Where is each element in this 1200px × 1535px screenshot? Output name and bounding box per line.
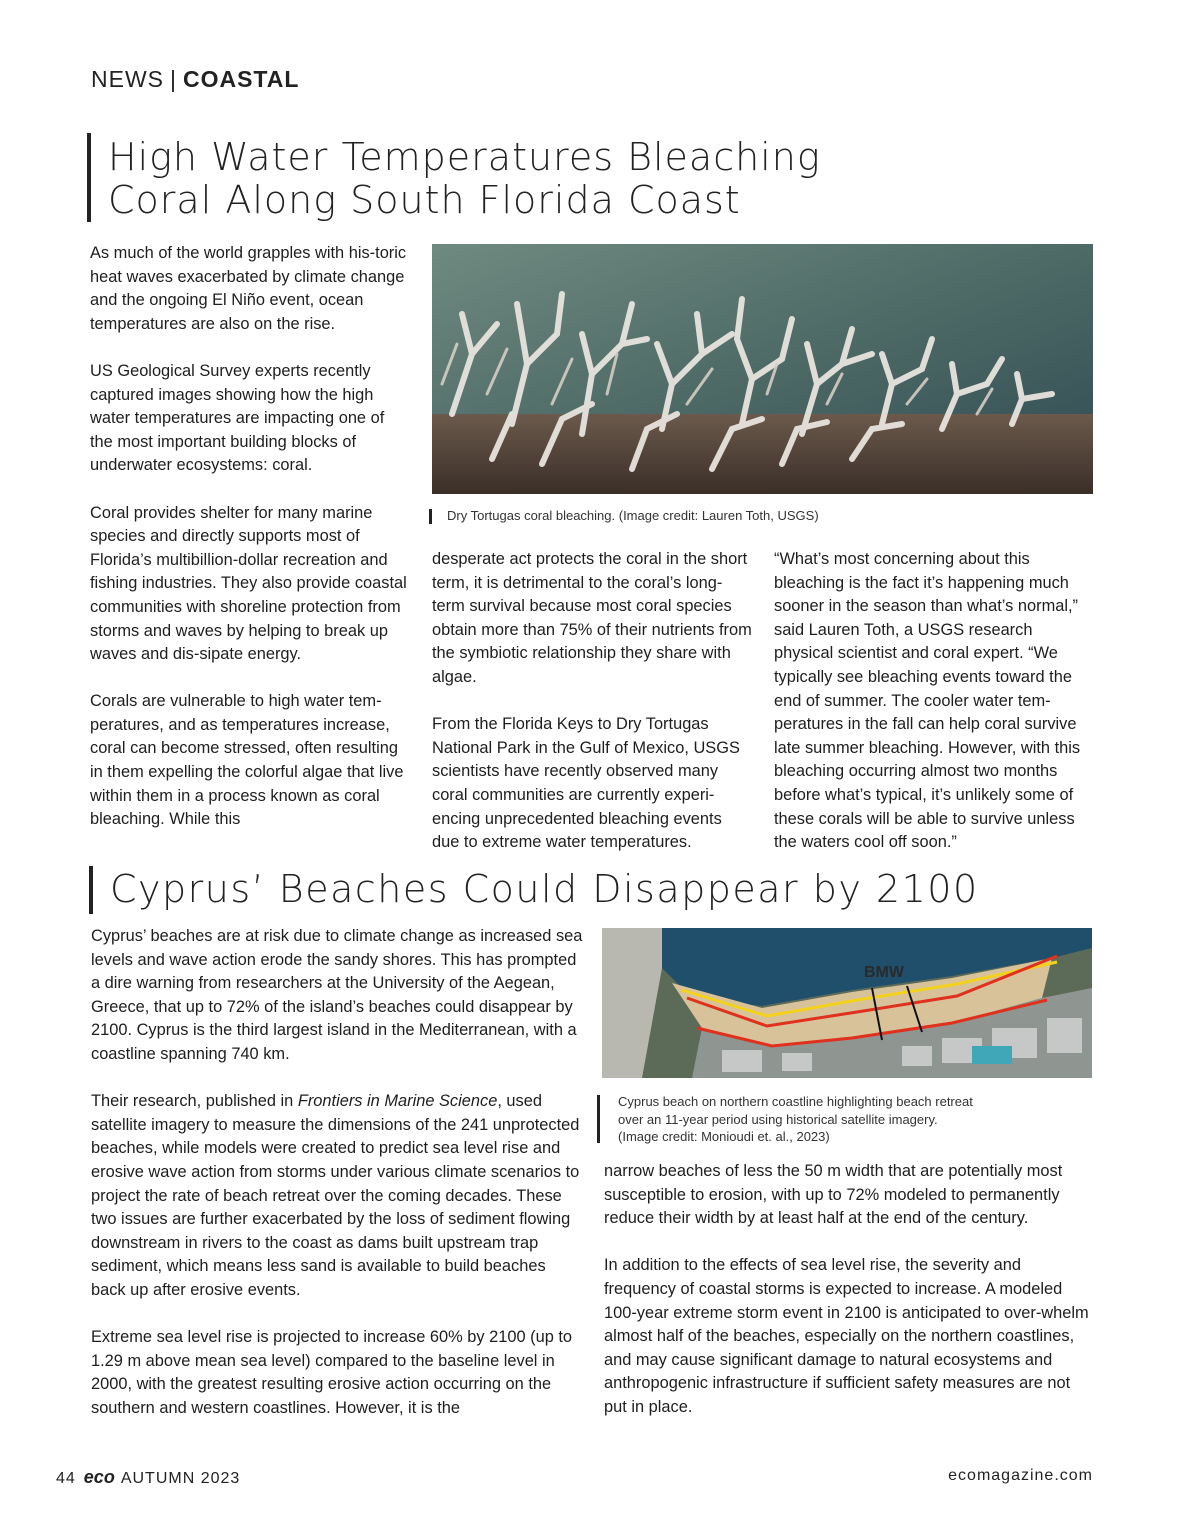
paragraph: Cyprus’ beaches are at risk due to climate change as increased sea levels and wave action erode the sandy shores. This has prompted a dire warning from researchers at the University of the Aegean, Greece, that up to 72% of the island’s beaches could disappear by 2100. Cyprus is the third largest island in the Mediterranean, with a coastline spanning 740 km. xyxy=(91,927,583,1063)
paragraph: narrow beaches of less the 50 m width that are potentially most susceptible to erosion, with up to 72% modeled to permanently reduce their width by at least half at the end of the century. xyxy=(604,1162,1063,1228)
map-label: BMW xyxy=(864,964,904,981)
page-footer-left xyxy=(56,1467,240,1488)
article1-title-line1: High Water Temperatures Bleaching xyxy=(108,135,821,179)
section-category: COASTAL xyxy=(182,66,300,92)
paragraph: In addition to the effects of sea level rise, the severity and frequency of coastal storms is expected to increase. A modeled 100-year extreme storm event in 2100 is anticipated to over-whelm almost half of the beaches, especially on the northern coastlines, and may cause significant damage to natural ecosystems and anthropogenic infrastructure if sufficient safety measures are not put in place. xyxy=(604,1256,1089,1416)
article1-column-3 xyxy=(774,548,1096,878)
section-separator: | xyxy=(170,66,177,92)
article1-column-1 xyxy=(90,242,408,855)
cyprus-satellite-image xyxy=(602,928,1092,1078)
article1-title xyxy=(108,136,828,222)
page-number: 44 xyxy=(56,1470,76,1487)
eco-logo: eco xyxy=(83,1467,115,1487)
headline-rule xyxy=(89,866,93,914)
caption-rule xyxy=(429,509,432,524)
article2-title: Cyprus’ Beaches Could Disappear by 2100 xyxy=(110,867,979,911)
section-name: NEWS xyxy=(91,66,164,92)
article2-column-2 xyxy=(604,1160,1096,1443)
paragraph: Coral provides shelter for many marine species and directly supports most of Florida’s multibillion-dollar recreation and fishing industries. They also provide coastal communities with shoreline protection from storms and waves by helping to break up waves and dis-sipate energy. xyxy=(90,503,407,664)
cyprus-image-caption: Cyprus beach on northern coastline highlighting beach retreat over an 11-year period using historical satellite imagery. (Image credit: Monioudi et. al., 2023) xyxy=(618,1094,973,1144)
article1-column-2 xyxy=(432,548,752,878)
coral-bleaching-photo xyxy=(432,244,1093,494)
paragraph: Extreme sea level rise is projected to increase 60% by 2100 (up to 1.29 m above mean sea level) compared to the baseline level in 2000, with the greatest resulting erosive action occurring on the southern and western coastlines. However, it is the xyxy=(91,1328,573,1417)
headline-rule xyxy=(87,133,91,222)
website-link[interactable]: ecomagazine.com xyxy=(948,1467,1093,1484)
paragraph: Corals are vulnerable to high water tem-peratures, and as temperatures increase, coral can become stressed, often resulting in them expelling the colorful algae that live within them in a process known as coral bleaching. While this xyxy=(90,692,404,829)
section-label xyxy=(91,66,299,93)
paragraph: “What’s most concerning about this bleaching is the fact it’s happening much sooner in the season than what’s normal,” said Lauren Toth, a USGS research physical scientist and coral expert. “We typically see bleaching events toward the end of summer. The cooler water tem-peratures in the fall can help coral survive late summer bleaching. However, with this bleaching occurring almost two months before what’s typical, it’s unlikely some of these corals will be able to survive unless the waters cool off soon.” xyxy=(774,550,1081,852)
article1-title-line2: Coral Along South Florida Coast xyxy=(108,178,741,222)
issue-label: AUTUMN 2023 xyxy=(120,1470,241,1487)
paragraph: As much of the world grapples with his-toric heat waves exacerbated by climate change and the ongoing El Niño event, ocean temperatures are also on the rise. xyxy=(90,244,407,333)
coral-photo-caption: Dry Tortugas coral bleaching. (Image credit: Lauren Toth, USGS) xyxy=(447,508,819,523)
paragraph-text: Their research, published in xyxy=(91,1092,298,1111)
article2-column-1 xyxy=(91,925,583,1444)
paragraph: desperate act protects the coral in the short term, it is detrimental to the coral’s long-term survival because most coral species obtain more than 75% of their nutrients from the symbiotic relationship they share with algae. xyxy=(432,550,752,686)
journal-name: Frontiers in Marine Science xyxy=(297,1092,498,1111)
paragraph-text: , used satellite imagery to measure the dimensions of the 241 unprotected beaches, while models were created to predict sea level rise and erosive wave action from storms under various climate scenarios to project the rate of beach retreat over the coming decades. These two issues are further exacerbated by the loss of sediment flowing downstream in rivers to the coast as dams built upstream trap sediment, which means less sand is available to build beaches back up after erosive events. xyxy=(91,1092,580,1299)
paragraph: From the Florida Keys to Dry Tortugas National Park in the Gulf of Mexico, USGS scientists have recently observed many coral communities are currently experi-encing unprecedented bleaching events due to extreme water temperatures. xyxy=(432,715,740,852)
paragraph xyxy=(91,1090,583,1302)
paragraph: US Geological Survey experts recently captured images showing how the high water temperatures are impacting one of the most important building blocks of underwater ecosystems: coral. xyxy=(90,361,385,475)
caption-rule xyxy=(597,1095,600,1143)
